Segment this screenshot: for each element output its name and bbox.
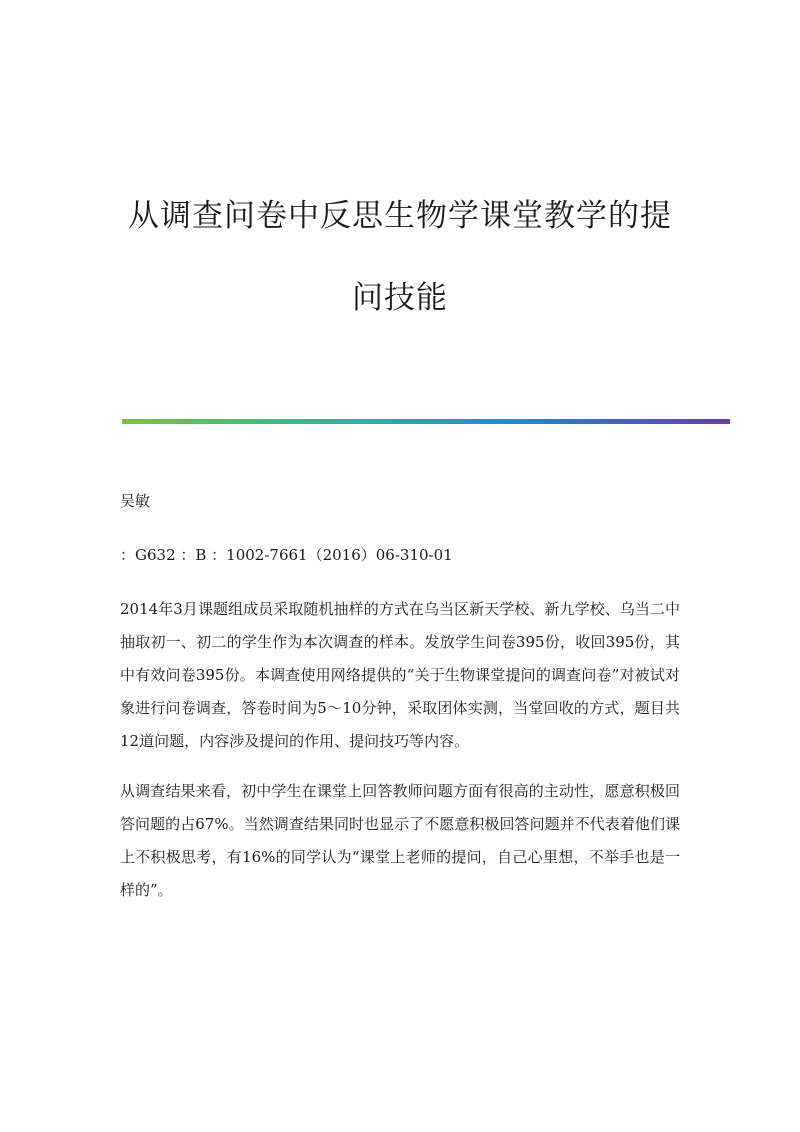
document-title-line-2: 问技能 <box>352 280 448 316</box>
author-name: 吴敏 <box>120 492 151 510</box>
body-paragraph-2: 从调查结果来看，初中学生在课堂上回答教师问题方面有很高的主动性，愿意积极回答问题的占67%。当然调查结果同时也显示了不愿意积极回答问题并不代表着他们课上不积极思考，有16%的同学认为“课堂上老师的提问，自己心里想，不举手也是一样的”。 <box>120 782 680 899</box>
classification-line: ：G632 ：B ：1002-7661（2016）06-310-01 <box>120 546 453 564</box>
document-body <box>120 485 680 907</box>
body-paragraph-1: 2014年3月课题组成员采取随机抽样的方式在乌当区新天学校、新九学校、乌当二中抽取初一、初二的学生作为本次调查的样本。发放学生问卷395份，收回395份，其中有效问卷395份。本调查使用网络提供的“关于生物课堂提问的调查问卷”对被试对象进行问卷调查，答卷时间为5～10分钟，采取团体实测，当堂回收的方式，题目共12道问题，内容涉及提问的作用、提问技巧等内容。 <box>120 600 680 750</box>
gradient-divider <box>122 419 730 424</box>
document-title-line-1: 从调查问卷中反思生物学课堂教学的提 <box>128 198 672 234</box>
